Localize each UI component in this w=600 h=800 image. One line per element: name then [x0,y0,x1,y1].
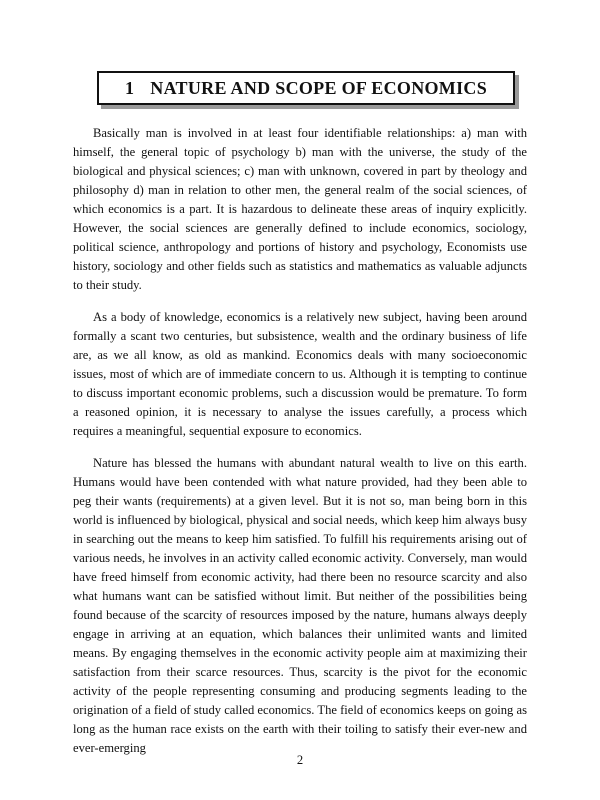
paragraph-3: Nature has blessed the humans with abundant natural wealth to live on this earth. Humans would have been contended with what nature provided, had they been able to peg their wants (requirements) at a given level. But it is not so, man being born in this world is influenced by biological, physical and social needs, which keep him always busy in searching out the means to keep him satisfied. To fulfill his requirements arising out of various needs, he involves in an activity called economic activity. Conversely, man would have freed himself from economic activity, had there been no resource scarcity and also what humans want can be satisfied without limit. But neither of the possibilities being found because of the scarcity of resources imposed by the nature, humans always deeply engage in arriving at an equation, which balances their unlimited wants and limited means. By engaging themselves in the economic activity people aim at maximizing their satisfaction from their scarce resources. Thus, scarcity is the pivot for the economic activity of the people representing consuming and producing segments leading to the origination of a field of study called economics. The field of economics keeps on going as long as the human race exists on the earth with their toiling to satisfy their ever-new and ever-emerging [73,456,527,755]
body-text [73,124,527,771]
paragraph-1: Basically man is involved in at least four identifiable relationships: a) man with himself, the general topic of psychology b) man with the universe, the study of the biological and physical sciences; c) man with unknown, covered in part by theology and philosophy d) man in relation to other men, the general realm of the social sciences, of which economics is a part. It is hazardous to delineate these areas of inquiry explicitly. However, the social sciences are generally defined to include economics, sociology, political science, anthropology and portions of history and psychology, Economists use history, sociology and other fields such as statistics and mathematics as valuable adjuncts to their study. [73,126,527,292]
chapter-heading [97,71,515,105]
chapter-number: 1 [124,77,135,98]
paragraph-2: As a body of knowledge, economics is a relatively new subject, having been around formally a scant two centuries, but subsistence, wealth and the ordinary business of life are, as we all know, as old as mankind. Economics deals with many socioeconomic issues, most of which are of immediate concern to us. Although it is tempting to continue to discuss important economic problems, such a discussion would be premature. To form a reasoned opinion, it is necessary to analyse the issues carefully, a process which requires a meaningful, sequential exposure to economics. [73,310,527,438]
page-number: 2 [296,753,304,767]
chapter-title: NATURE AND SCOPE OF ECONOMICS [150,77,488,98]
chapter-heading-box [97,71,515,105]
